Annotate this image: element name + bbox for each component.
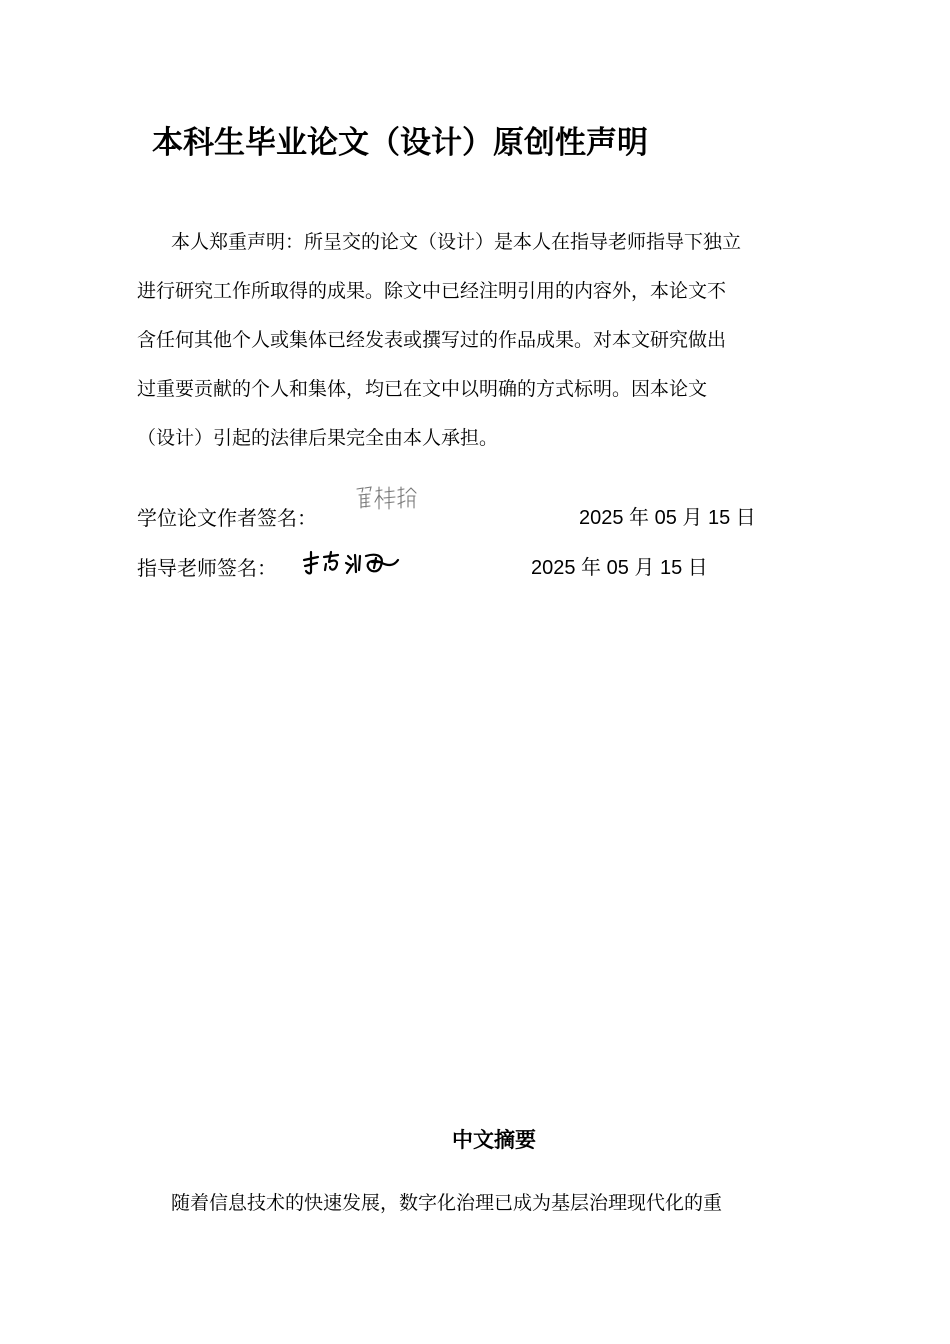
page-title: 本科生毕业论文（设计）原创性声明	[152, 125, 648, 161]
declaration-line: 进行研究工作所取得的成果。除文中已经注明引用的内容外，本论文不	[137, 280, 727, 302]
author-handwritten-signature	[354, 483, 418, 513]
abstract-heading: 中文摘要	[452, 1128, 536, 1152]
advisor-handwritten-signature	[302, 550, 406, 578]
declaration-paragraph	[137, 218, 849, 463]
author-signature-date: 2025 年 05 月 15 日	[579, 507, 756, 529]
advisor-signature-date: 2025 年 05 月 15 日	[531, 557, 708, 579]
declaration-line: 本人郑重声明：所呈交的论文（设计）是本人在指导老师指导下独立	[171, 231, 742, 253]
declaration-line: （设计）引起的法律后果完全由本人承担。	[137, 427, 499, 449]
author-signature-label: 学位论文作者签名：	[137, 506, 317, 530]
advisor-signature-label: 指导老师签名：	[137, 556, 277, 580]
declaration-line: 含任何其他个人或集体已经发表或撰写过的作品成果。对本文研究做出	[137, 329, 727, 351]
abstract-first-line: 随着信息技术的快速发展，数字化治理已成为基层治理现代化的重	[171, 1192, 723, 1214]
declaration-line: 过重要贡献的个人和集体，均已在文中以明确的方式标明。因本论文	[137, 378, 708, 400]
